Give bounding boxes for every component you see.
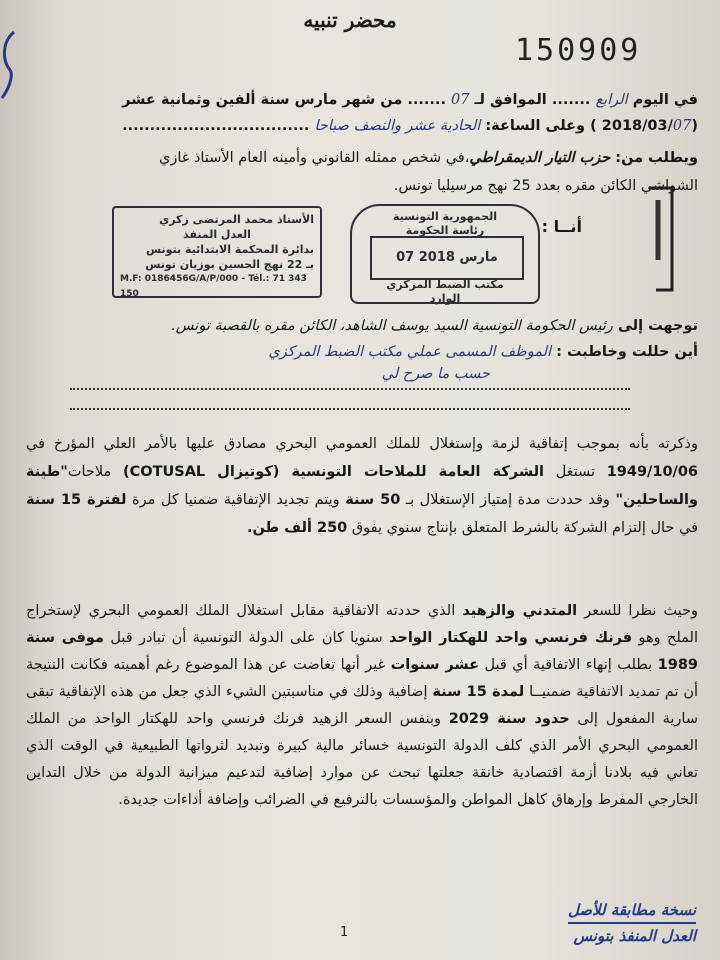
p1-text-6: في حال إلتزام الشركة بالشرط المتعلق بإنتاج سنوي يفوق <box>351 520 698 536</box>
page-number: 1 <box>340 925 349 940</box>
copy-stamp-line1: نسخة مطابقة للأصل <box>568 898 696 924</box>
p1-years: 50 سنة <box>345 492 401 508</box>
bailiff-stamp-line3: بدائرة المحكمة الابتدائية بتونس <box>145 243 314 256</box>
p2-text-2: الذي حددته الاتفاقية مقابل استغلال الملك العمومي البحري لإستخراج الملح وهو <box>26 603 698 646</box>
ana-text: أنــا : <box>541 217 582 236</box>
dotted-line-1 <box>70 388 630 390</box>
numeric-date-hand: 07 <box>672 118 692 134</box>
requester-address: الشواشي الكائن مقره بعدد 25 نهج مرسيليا تونس. <box>393 178 698 194</box>
date-mid: الموافق لـ <box>474 92 547 108</box>
p2-until: حدود سنة 2029 <box>448 711 570 727</box>
requester-line <box>159 150 698 166</box>
p2-text-7: وبنفس السعر الزهيد فرنك فرنسي واحد للهكتار الواحد من الملك العمومي البحري الأمر الذي كلف الدولة التونسية خسائر مالية كبيرة وتبديد لثرواتها الطبيعية في الوقت الذي تعاني فيه بلادنا أزمة اقتصادية خانقة جعلتها تبحث عن موارد إضافية لتدعيم ميزانية الدولة من خلال التداين الخارجي المفرط وإرهاق كاهل المواطن والمؤسسات بالترفيع في الضرائب وإضافة أداءات جديدة. <box>26 711 698 808</box>
bailiff-stamp <box>112 206 322 298</box>
time-label: ) وعلى الساعة: <box>485 118 597 134</box>
p2-duration: لمدة 15 سنة <box>432 684 525 700</box>
date-line: في اليوم الرابع ....... الموافق لـ 07 ....... من شهر مارس سنة ألفين وثمانية عشر <box>122 92 698 108</box>
serial-number: 150909 <box>515 33 642 68</box>
bailiff-stamp-line1: الأستاذ محمد المرتضى زكري <box>159 213 314 226</box>
day-prefix: في اليوم <box>632 92 698 108</box>
gov-stamp-line1: الجمهورية التونسية <box>392 210 498 223</box>
paragraph-2 <box>26 598 698 814</box>
certified-copy-stamp <box>426 898 696 948</box>
p1-salinas: "طينة والساحلين" <box>26 464 698 508</box>
p2-text-5: غير أنها تغاضت عن هذا الموضوع رغم أهميته فكانت النتيجة أن تم تمديد الاتفاقية ضمنيــا <box>26 657 698 700</box>
addressee-line <box>171 318 698 334</box>
where-line <box>268 344 698 360</box>
p2-price: المتدني والزهيد <box>462 603 578 619</box>
p2-text-4: بطلب إنهاء الاتفاقية أي قبل <box>484 657 653 673</box>
document-title: محضر تنبيه <box>303 8 397 32</box>
requester-label: ويطلب من: <box>615 150 698 166</box>
p1-period: لفترة 15 سنة <box>26 492 127 508</box>
p2-text-1: وحيث نظرا للسعر <box>584 603 699 619</box>
p1-production: 250 ألف طن. <box>246 520 348 536</box>
time-handwritten: الحادية عشر والنصف صباحا <box>314 118 481 134</box>
gov-stamp-line2: رئاسة الحكومة <box>405 224 485 237</box>
gov-stamp-date: 07 مارس 2018 <box>370 236 524 280</box>
p1-text-5: ويتم تجديد الإتفاقية ضمنيا كل مرة <box>132 492 340 508</box>
p2-ten-years: عشر سنوات <box>390 657 480 673</box>
p2-franc: فرنك فرنسي واحد للهكتار الواحد <box>389 630 633 646</box>
addressee-label: توجهت إلى <box>617 318 698 334</box>
p1-text-3: ملاحات <box>67 464 112 480</box>
p1-text-1: وذكرته بأنه بموجب إتفاقية لزمة وإستغلال للملك العمومي البحري مصادق عليها بالأمر العلي المؤرخ في <box>26 436 698 452</box>
copy-stamp-line2: العدل المنفذ بتونس <box>573 927 696 945</box>
addressee-text: رئيس الحكومة التونسية السيد يوسف الشاهد، الكائن مقره بالقصبة تونس. <box>171 318 613 334</box>
government-stamp <box>350 204 540 304</box>
staple-mark <box>646 180 676 300</box>
bailiff-stamp-line4: بـ 22 نهج الحسين بوزيان تونس <box>145 258 314 271</box>
p1-company: الشركة العامة للملاحات التونسية (كوتيزال COTUSAL) <box>122 464 544 480</box>
bailiff-stamp-line5: M.F: 0186456G/A/P/000 - Tél.: 71 343 150 <box>120 274 307 299</box>
paragraph-1 <box>26 430 698 542</box>
p2-year-1989: موفى سنة 1989 <box>26 630 699 673</box>
gov-stamp-line3: مكتب الضبط المركزي <box>386 278 504 291</box>
margin-mark <box>0 30 16 100</box>
where-handwritten-2: حسب ما صرح لي <box>381 366 490 382</box>
p2-text-3: سنويا كان على الدولة التونسية أن تبادر قبل <box>110 630 383 646</box>
day-handwritten: الرابع <box>595 92 628 108</box>
requester-rest: ،في شخص ممثله القانوني وأمينه العام الأستاذ غازي <box>159 150 470 166</box>
where-handwritten: الموظف المسمى عملي مكتب الضبط المركزي <box>268 344 552 360</box>
date-open: ( <box>691 118 698 134</box>
time-line: (2018/03/07 ) وعلى الساعة: الحادية عشر والنصف صباحا .................................. <box>122 118 698 134</box>
p1-text-4: وقد حددت مدة إمتياز الإستغلال بـ <box>405 492 610 508</box>
date-handwritten: 07 <box>451 92 470 108</box>
requester-name: حزب التيار الديمقراطي <box>469 150 611 166</box>
bailiff-stamp-line2: العدل المنفذ <box>183 228 251 241</box>
dotted-line-2 <box>70 408 630 410</box>
numeric-date: 2018/03/ <box>601 118 673 134</box>
ana-label <box>542 217 582 236</box>
gov-stamp-line4: الوارد <box>429 292 461 305</box>
where-label: أين حللت وخاطبت : <box>556 344 698 360</box>
p1-decree-date: 1949/10/06 <box>606 464 699 480</box>
date-suffix: من شهر مارس سنة ألفين وثمانية عشر <box>122 92 403 108</box>
p1-text-2: تستغل <box>555 464 596 480</box>
p2-text-6: إضافية وذلك في مناسبتين الشيء الذي جعل من هذه الإتفاقية تبقى سارية المفعول إلى <box>26 684 698 727</box>
